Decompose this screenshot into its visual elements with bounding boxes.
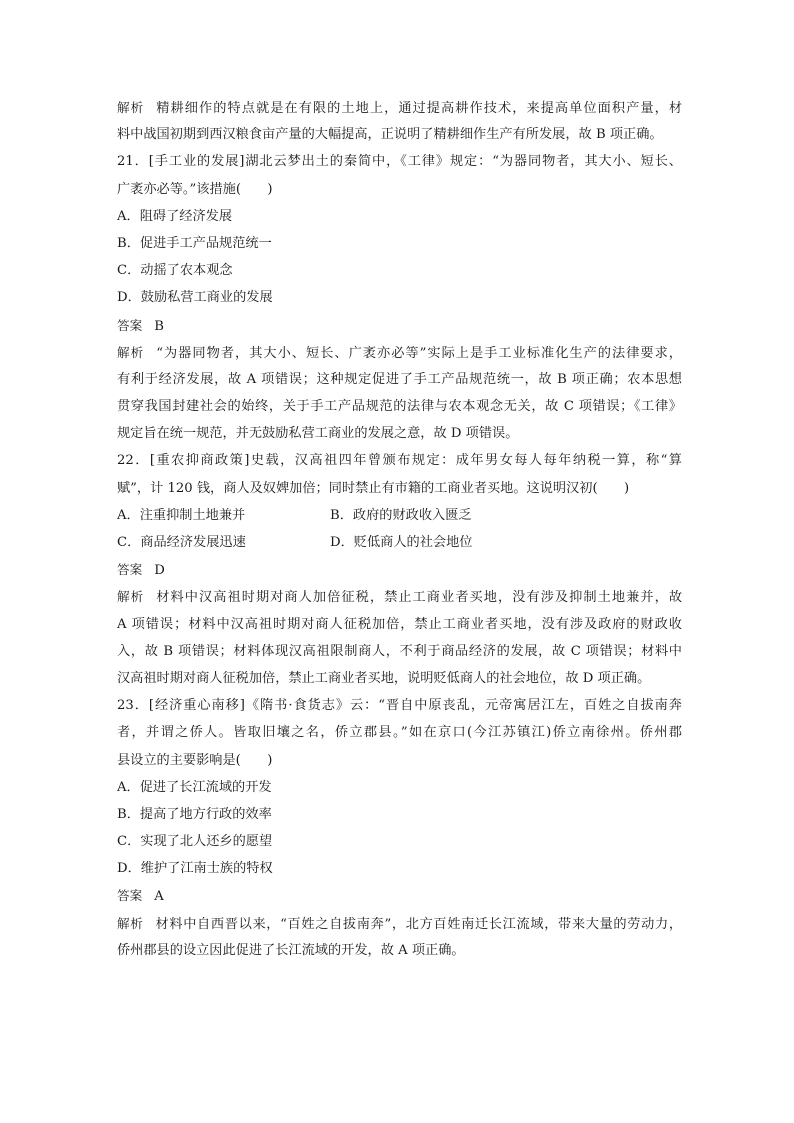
q21-analysis-line-4: 规定旨在统一规范，并无鼓励私营工商业的发展之意，故 D 项错误。 — [117, 426, 519, 442]
q22-option-a: A．注重抑制土地兼并 — [117, 507, 246, 523]
q21-option-b: B．促进手工产品规范统一 — [117, 235, 272, 251]
q22-stem-line-2: 赋”，计 120 钱，商人及奴婢加倍；同时禁止有市籍的工商业者买地。这说明汉初( ) — [117, 480, 630, 496]
q21-stem-line-2: 广袤亦必等。”该措施( ) — [117, 181, 273, 197]
q22-option-c: C．商品经济发展迅速 — [117, 535, 246, 550]
q22-analysis-line-3: 入，故 B 项错误；材料体现汉高祖限制商人，不利于商品经济的发展，故 C 项错误；材料中 — [117, 643, 682, 659]
q22-stem-line-1: 22．[重农抑商政策]史载，汉高祖四年曾颁布规定：成年男女每人每年纳税一算，称“算 — [117, 453, 682, 469]
q23-option-d: D．维护了江南士族的特权 — [117, 861, 273, 877]
q22-option-b: B．政府的财政收入匮乏 — [330, 507, 472, 523]
answer-label: 答案 — [117, 317, 143, 333]
q22-analysis-line-1: 解析 材料中汉高祖时期对商人加倍征税，禁止工商业者买地，没有涉及抑制土地兼并，故 — [117, 589, 682, 606]
answer-label: 答案 — [117, 888, 143, 904]
answer-value: A — [154, 889, 164, 905]
analysis-label: 解析 — [117, 589, 145, 605]
analysis-label: 解析 — [117, 344, 145, 360]
answer-value: B — [154, 318, 164, 334]
q23-analysis-line-1: 解析 材料中自西晋以来，“百姓之自拔南奔”，北方百姓南迁长江流域，带来大量的劳动力， — [117, 915, 682, 932]
answer-label: 答案 — [117, 562, 143, 578]
q22-options-row-2 — [117, 529, 682, 556]
q23-stem-line-2: 者，并谓之侨人。皆取旧壤之名，侨立郡县。”如在京口(今江苏镇江)侨立南徐州。侨州郡 — [117, 725, 682, 741]
q23-stem-line-3: 县设立的主要影响是( ) — [117, 752, 273, 768]
analysis-label: 解析 — [117, 915, 144, 931]
analysis-label: 解析 — [117, 100, 145, 115]
q21-stem-line-1: 21．[手工业的发展]湖北云梦出土的秦简中，《工律》规定：“为器同物者，其大小、短长、 — [117, 154, 682, 170]
q23-stem-line-1: 23．[经济重心南移]《隋书·食货志》云：“晋自中原丧乱，元帝寓居江左，百姓之自拔南奔 — [117, 698, 682, 714]
q23-option-a: A．促进了长江流域的开发 — [117, 779, 272, 795]
q21-option-c: C．动摇了农本观念 — [117, 263, 233, 279]
q23-answer — [117, 882, 682, 909]
q21-answer — [117, 312, 682, 339]
document-page — [117, 94, 682, 964]
q22-answer — [117, 556, 682, 583]
q21-option-d: D．鼓励私营工商业的发展 — [117, 290, 273, 306]
q21-option-a: A．阻碍了经济发展 — [117, 208, 233, 224]
q23-analysis-line-2: 侨州郡县的设立因此促进了长江流域的开发，故 A 项正确。 — [117, 942, 465, 958]
q20-analysis-line-1: 解析 精耕细作的特点就是在有限的土地上，通过提高耕作技术，来提高单位面积产量，材 — [117, 100, 682, 116]
q21-analysis-line-2: 有利于经济发展，故 A 项错误；这种规定促进了手工产品规范统一，故 B 项正确；农本思想 — [117, 371, 682, 387]
answer-value: D — [154, 563, 165, 579]
q21-analysis-line-1: 解析 “为器同物者，其大小、短长、广袤亦必等”实际上是手工业标准化生产的法律要求， — [117, 344, 682, 361]
q20-analysis-line-2: 料中战国初期到西汉粮食亩产量的大幅提高，正说明了精耕细作生产有所发展，故 B 项正确。 — [117, 127, 663, 143]
q21-analysis-line-3: 贯穿我国封建社会的始终，关于手工产品规范的法律与农本观念无关，故 C 项错误；《工律》 — [117, 399, 682, 415]
q23-option-c: C．实现了北人还乡的愿望 — [117, 834, 273, 850]
q22-option-d: D．贬低商人的社会地位 — [330, 535, 473, 550]
q22-analysis-line-2: A 项错误；材料中汉高祖时期对商人征税加倍，禁止工商业者买地，没有涉及政府的财政收 — [117, 616, 682, 632]
q22-analysis-line-4: 汉高祖时期对商人征税加倍，禁止工商业者买地，说明贬低商人的社会地位，故 D 项正确。 — [117, 670, 651, 686]
q23-option-b: B．提高了地方行政的效率 — [117, 806, 272, 822]
q22-options-row-1 — [117, 502, 682, 529]
